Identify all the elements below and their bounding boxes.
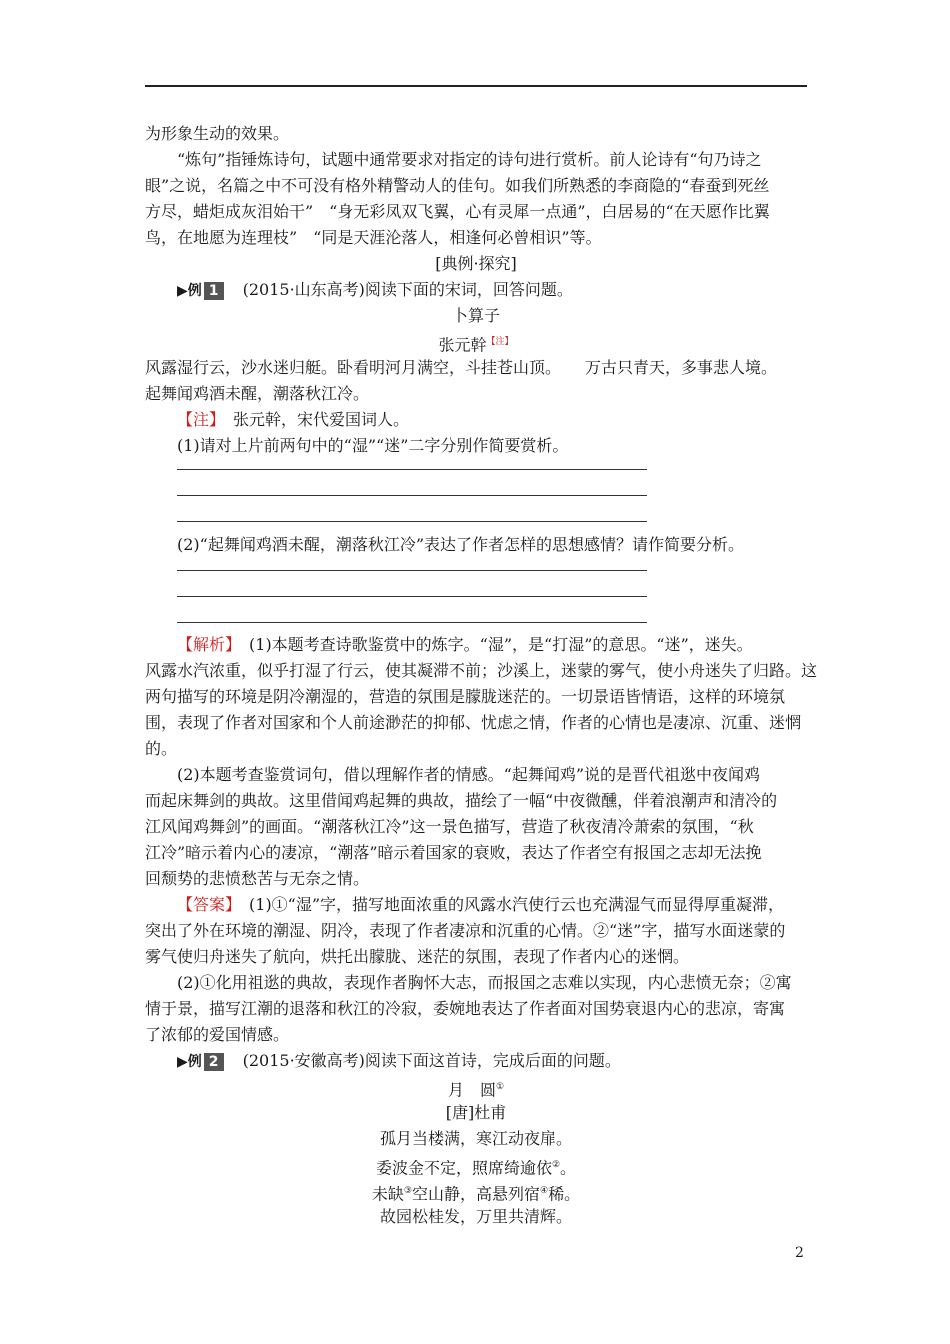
poem-author: 张元幹$^{【注】}$	[438, 335, 514, 355]
paragraph-line: 方尽，蜡炬成灰泪始干” “身无彩凤双飞翼，心有灵犀一点通”，白居易的“在天愿作比翼	[145, 202, 770, 221]
poem-title: 月 圆①	[447, 1080, 505, 1100]
example-tag: ▶例 1	[177, 278, 224, 304]
paragraph-line: 为形象生动的效果。	[145, 124, 290, 143]
answer-blank-line	[177, 622, 647, 623]
note-label: 【注】	[177, 410, 218, 429]
poem-verse: 未缺③空山静，高悬列宿④稀。	[371, 1184, 581, 1204]
answer-blank-line	[177, 469, 647, 470]
paragraph-line: “炼句”指锤炼诗句，试题中通常要求对指定的诗句进行赏析。前人论诗有“句乃诗之	[177, 150, 762, 169]
example-intro: (2015·山东高考)阅读下面的宋词，回答问题。	[242, 280, 573, 299]
poem-line: 风露湿行云，沙水迷归艇。卧看明河月满空，斗挂苍山顶。 万古只青天，多事悲人境。	[145, 358, 778, 377]
example-tag: ▶例 2	[177, 1049, 224, 1075]
poem-verse: 委波金不定，照席绮逾依②。	[375, 1158, 577, 1178]
section-title: [典例·探究]	[435, 254, 517, 273]
analysis-line: 而起床舞剑的典故。这里借闻鸡起舞的典故，描绘了一幅“中夜微醺，伴着浪潮声和清冷的	[145, 791, 778, 810]
note-marker: 【注】	[486, 337, 514, 347]
answer-line: 了浓郁的爱国情感。	[145, 1025, 290, 1044]
answer-label: 【答案】	[177, 895, 234, 914]
poem-verse: 故园松桂发，万里共清辉。	[379, 1207, 572, 1226]
answer-line: (2)①化用祖逖的典故，表现作者胸怀大志，而报国之志难以实现，内心悲愤无奈；②寓	[177, 973, 792, 992]
answer-blank-line	[177, 596, 647, 597]
answer-blank-line	[177, 521, 647, 522]
analysis-line: 两句描写的环境是阴冷潮湿的，营造的氛围是朦胧迷茫的。一切景语皆情语，这样的环境氛	[145, 687, 786, 706]
example-1-header	[177, 277, 807, 304]
analysis-line: 回颓势的悲愤愁苦与无奈之情。	[145, 869, 370, 888]
analysis-line: 围，表现了作者对国家和个人前途渺茫的抑郁、忧虑之情，作者的心情也是凄凉、沉重、迷惘	[145, 713, 802, 732]
poem-author: [唐]杜甫	[445, 1103, 507, 1122]
header-rule	[145, 85, 807, 87]
poem-verse: 孤月当楼满，寒江动夜扉。	[379, 1129, 572, 1148]
page-number: 2	[795, 1245, 804, 1261]
paragraph-line: 鸟，在地愿为连理枝” “同是天涯沦落人，相逢何必曾相识”等。	[145, 228, 602, 247]
answer-line: 雾气使归舟迷失了航向，烘托出朦胧、迷茫的氛围，表现了作者内心的迷惘。	[145, 947, 690, 966]
paragraph-line: 眼”之说，名篇之中不可没有格外精警动人的佳句。如我们所熟悉的李商隐的“春蚕到死丝	[145, 176, 770, 195]
answer-line: 【答案】 (1)①“湿”字，描写地面浓重的风露水汽使行云也充满湿气而显得厚重凝滞，	[177, 895, 785, 914]
example-2-header	[177, 1048, 807, 1075]
question-2: (2)“起舞闻鸡酒未醒，潮落秋江冷”表达了作者怎样的思想感情？请作简要分析。	[177, 535, 745, 554]
analysis-line: 江冷”暗示着内心的凄凉，“潮落”暗示着国家的衰败，表达了作者空有报国之志却无法挽	[145, 843, 762, 862]
question-1: (1)请对上片前两句中的“湿”“迷”二字分别作简要赏析。	[177, 436, 569, 455]
analysis-line: (2)本题考查鉴赏词句，借以理解作者的情感。“起舞闻鸡”说的是晋代祖逖中夜闻鸡	[177, 765, 761, 784]
analysis-line: 的。	[145, 739, 178, 758]
answer-line: 突出了外在环境的潮湿、阴冷，表现了作者凄凉和沉重的心情。②“迷”字，描写水面迷蒙的	[145, 921, 786, 940]
poem-title: 卜算子	[451, 306, 500, 325]
answer-line: 情于景，描写江潮的退落和秋江的冷寂，委婉地表达了作者面对国势衰退内心的悲凉，寄寓	[145, 999, 786, 1018]
analysis-label: 【解析】	[177, 635, 234, 654]
analysis-line: 【解析】 (1)本题考查诗歌鉴赏中的炼字。“湿”，是“打湿”的意思。“迷”，迷失。	[177, 635, 753, 654]
poem-line: 起舞闻鸡酒未醒，潮落秋江冷。	[145, 384, 370, 403]
analysis-line: 江风闻鸡舞剑”的画面。“潮落秋江冷”这一景色描写，营造了秋夜清冷萧索的氛围，“秋	[145, 817, 754, 836]
analysis-line: 风露水汽浓重，似乎打湿了行云，使其凝滞不前；沙溪上，迷蒙的雾气，使小舟迷失了归路。这	[145, 661, 818, 680]
example-intro: (2015·安徽高考)阅读下面这首诗，完成后面的问题。	[242, 1051, 621, 1070]
note-line: 【注】 张元幹，宋代爱国词人。	[177, 410, 410, 429]
answer-blank-line	[177, 495, 647, 496]
answer-blank-line	[177, 570, 647, 571]
